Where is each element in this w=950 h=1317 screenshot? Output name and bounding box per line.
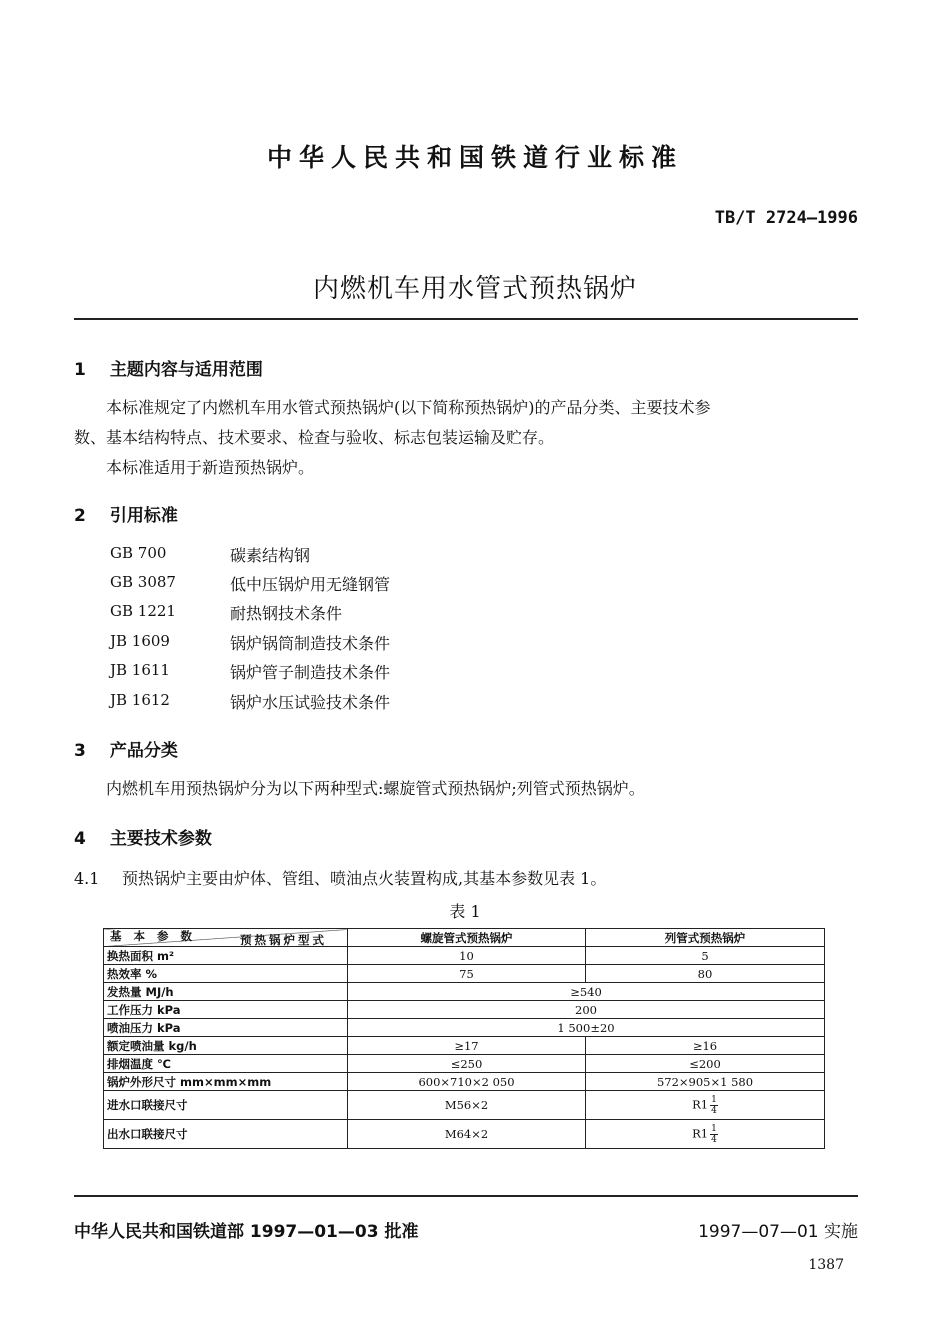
ref-name: 低中压锅炉用无缝钢管 <box>230 575 391 594</box>
row-label: 换热面积 m² <box>104 947 348 965</box>
ref-code: JB 1609 <box>110 632 170 650</box>
ref-name: 耐热钢技术条件 <box>230 604 343 623</box>
cell-value: M64×2 <box>348 1120 586 1149</box>
document-title: 内燃机车用水管式预热锅炉 <box>312 274 637 304</box>
cell-value: M56×2 <box>348 1091 586 1120</box>
row-label: 工作压力 kPa <box>104 1001 348 1019</box>
fraction-numerator: 1 <box>711 1123 717 1134</box>
section-3-heading <box>74 736 178 761</box>
section-title: 主题内容与适用范围 <box>109 360 263 380</box>
row-label: 额定喷油量 kg/h <box>104 1037 348 1055</box>
org-title: 中华人民共和国铁道行业标准 <box>266 143 683 172</box>
section-num: 2 <box>74 506 86 526</box>
clause-text: 预热锅炉主要由炉体、管组、喷油点火装置构成,其基本参数见表 1。 <box>122 869 607 888</box>
row-label: 发热量 MJ/h <box>104 983 348 1001</box>
section-2-heading <box>74 501 178 526</box>
clause-4-1 <box>74 864 606 894</box>
corner-top-label: 预热锅炉型式 <box>240 933 327 947</box>
corner-bottom-label: 基本参数 <box>110 929 204 943</box>
cell-value: ≤200 <box>586 1055 825 1073</box>
fraction-denominator: 4 <box>711 1134 717 1145</box>
standard-number: TB/T 2724—1996 <box>714 208 858 228</box>
clause-num: 4.1 <box>74 869 100 888</box>
effective-date: 1997—07—01 实施 <box>698 1222 858 1242</box>
ref-name: 锅炉水压试验技术条件 <box>230 693 391 712</box>
section-1-line-2: 数、基本结构特点、技术要求、检查与验收、标志包装运输及贮存。 <box>74 428 555 447</box>
section-title: 引用标准 <box>109 506 178 526</box>
page-number: 1387 <box>808 1257 844 1273</box>
row-label: 进水口联接尺寸 <box>104 1091 348 1120</box>
fraction <box>710 1095 718 1116</box>
ref-name: 锅炉锅筒制造技术条件 <box>230 634 391 653</box>
section-title: 产品分类 <box>109 741 178 761</box>
section-num: 1 <box>74 360 86 380</box>
cell-value: 600×710×2 050 <box>348 1073 586 1091</box>
cell-value: 10 <box>348 947 586 965</box>
section-1-scope: 本标准适用于新造预热锅炉。 <box>106 458 315 477</box>
cell-value: 5 <box>586 947 825 965</box>
parameter-table <box>103 928 825 1149</box>
cell-value: 572×905×1 580 <box>586 1073 825 1091</box>
footer-rule <box>74 1195 858 1197</box>
approval-line: 中华人民共和国铁道部 1997—01—03 批准 <box>74 1222 419 1242</box>
cell-value: ≥17 <box>348 1037 586 1055</box>
ref-code: JB 1612 <box>110 691 170 709</box>
title-rule <box>74 318 858 320</box>
section-num: 4 <box>74 829 86 849</box>
section-num: 3 <box>74 741 86 761</box>
cell-value: 80 <box>586 965 825 983</box>
row-label: 喷油压力 kPa <box>104 1019 348 1037</box>
row-label: 锅炉外形尺寸 mm×mm×mm <box>104 1073 348 1091</box>
cell-value: ≥16 <box>586 1037 825 1055</box>
fraction-numerator: 1 <box>711 1094 717 1105</box>
cell-value-fraction <box>586 1091 825 1120</box>
ref-code: GB 1221 <box>110 602 176 620</box>
col-header-tubular: 列管式预热锅炉 <box>586 929 825 947</box>
ref-code: JB 1611 <box>110 661 170 679</box>
thread-prefix: R1 <box>692 1126 709 1140</box>
thread-prefix: R1 <box>692 1097 709 1111</box>
ref-name: 锅炉管子制造技术条件 <box>230 663 391 682</box>
ref-name: 碳素结构钢 <box>230 546 311 565</box>
table-corner-header <box>104 929 348 947</box>
ref-code: GB 3087 <box>110 573 176 591</box>
section-1-line-1: 本标准规定了内燃机车用水管式预热锅炉(以下简称预热锅炉)的产品分类、主要技术参 <box>106 398 711 417</box>
col-header-spiral: 螺旋管式预热锅炉 <box>348 929 586 947</box>
section-4-heading <box>74 824 212 849</box>
row-label: 排烟温度 ℃ <box>104 1055 348 1073</box>
cell-value-fraction <box>586 1120 825 1149</box>
cell-value-merged: ≥540 <box>348 983 825 1001</box>
section-1-heading <box>74 355 263 380</box>
row-label: 热效率 % <box>104 965 348 983</box>
cell-value-merged: 1 500±20 <box>348 1019 825 1037</box>
section-title: 主要技术参数 <box>109 829 212 849</box>
table-caption: 表 1 <box>449 902 481 921</box>
fraction-denominator: 4 <box>711 1105 717 1116</box>
cell-value: ≤250 <box>348 1055 586 1073</box>
fraction <box>710 1124 718 1145</box>
section-3-text: 内燃机车用预热锅炉分为以下两种型式:螺旋管式预热锅炉;列管式预热锅炉。 <box>106 779 645 798</box>
cell-value: 75 <box>348 965 586 983</box>
ref-code: GB 700 <box>110 544 167 562</box>
row-label: 出水口联接尺寸 <box>104 1120 348 1149</box>
cell-value-merged: 200 <box>348 1001 825 1019</box>
